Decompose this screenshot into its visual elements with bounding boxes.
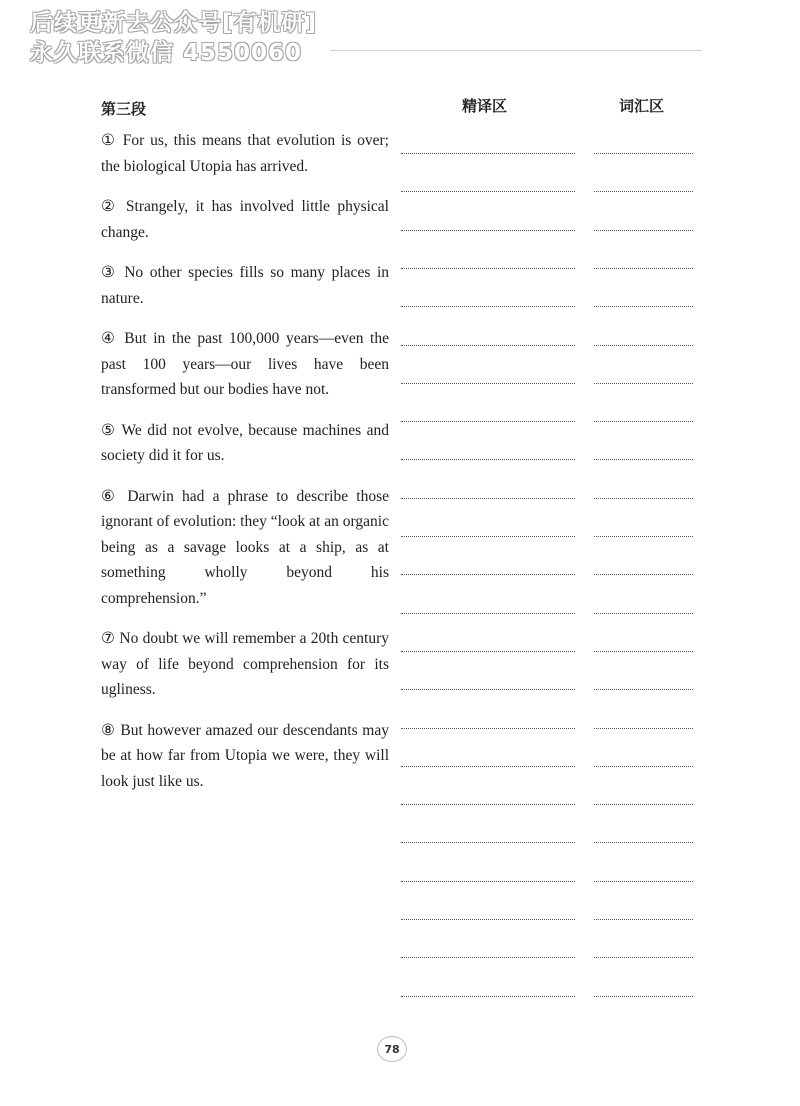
translation-line	[401, 421, 575, 422]
sentence-6: ⑥ Darwin had a phrase to describe those ignorant of evolution: they “look at an organic being as a savage looks at a ship, as at something wholly beyond his comprehension.”	[101, 487, 389, 607]
watermark	[30, 8, 317, 68]
translation-line	[401, 345, 575, 346]
vocabulary-line	[594, 651, 693, 652]
section-title: 第三段	[101, 100, 147, 118]
vocabulary-line	[594, 345, 693, 346]
translation-line	[401, 153, 575, 154]
vocabulary-line	[594, 996, 693, 997]
translation-line	[401, 728, 575, 729]
translation-line	[401, 191, 575, 192]
translation-line	[401, 881, 575, 882]
vocabulary-line	[594, 230, 693, 231]
translation-line	[401, 804, 575, 805]
vocabulary-column-header: 词汇区	[619, 97, 665, 115]
translation-line	[401, 574, 575, 575]
translation-line	[401, 613, 575, 614]
sentence-3: ③ No other species fills so many places in nature.	[101, 264, 389, 307]
sentence-5: ⑤ We did not evolve, because machines and society did it for us.	[101, 421, 389, 464]
sentence-4: ④ But in the past 100,000 years—even the past 100 years—our lives have been transformed but our bodies have not.	[101, 330, 389, 398]
translation-line	[401, 651, 575, 652]
vocabulary-line	[594, 574, 693, 575]
vocabulary-line	[594, 881, 693, 882]
vocabulary-line	[594, 689, 693, 690]
vocabulary-line	[594, 842, 693, 843]
sentence-1: ① For us, this means that evolution is over; the biological Utopia has arrived.	[101, 132, 389, 175]
vocabulary-line	[594, 153, 693, 154]
watermark-line-2: 永久联系微信 4550060	[30, 40, 303, 66]
vocabulary-line	[594, 191, 693, 192]
sentence-2: ② Strangely, it has involved little physical change.	[101, 198, 389, 241]
vocabulary-line	[594, 766, 693, 767]
vocabulary-line	[594, 421, 693, 422]
sentence-7: ⑦ No doubt we will remember a 20th century way of life beyond comprehension for its ugliness.	[101, 630, 389, 698]
vocabulary-line	[594, 728, 693, 729]
passage	[101, 128, 389, 809]
page-number: 78	[377, 1036, 407, 1062]
header-rule	[330, 50, 702, 51]
translation-line	[401, 383, 575, 384]
translation-line	[401, 268, 575, 269]
translation-line	[401, 766, 575, 767]
sentence-8: ⑧ But however amazed our descendants may be at how far from Utopia we were, they will look just like us.	[101, 721, 389, 790]
vocabulary-line	[594, 459, 693, 460]
vocabulary-line	[594, 306, 693, 307]
translation-line	[401, 919, 575, 920]
vocabulary-line	[594, 957, 693, 958]
translation-line	[401, 536, 575, 537]
vocabulary-line	[594, 268, 693, 269]
watermark-line-1: 后续更新去公众号[有机研]	[30, 10, 318, 36]
vocabulary-line	[594, 613, 693, 614]
vocabulary-line	[594, 536, 693, 537]
translation-line	[401, 498, 575, 499]
translation-line	[401, 306, 575, 307]
vocabulary-line	[594, 804, 693, 805]
translation-line	[401, 689, 575, 690]
translation-line	[401, 996, 575, 997]
vocabulary-line	[594, 919, 693, 920]
vocabulary-line	[594, 498, 693, 499]
translation-line	[401, 459, 575, 460]
translation-column-header: 精译区	[462, 97, 508, 115]
translation-line	[401, 230, 575, 231]
vocabulary-line	[594, 383, 693, 384]
translation-line	[401, 957, 575, 958]
translation-line	[401, 842, 575, 843]
